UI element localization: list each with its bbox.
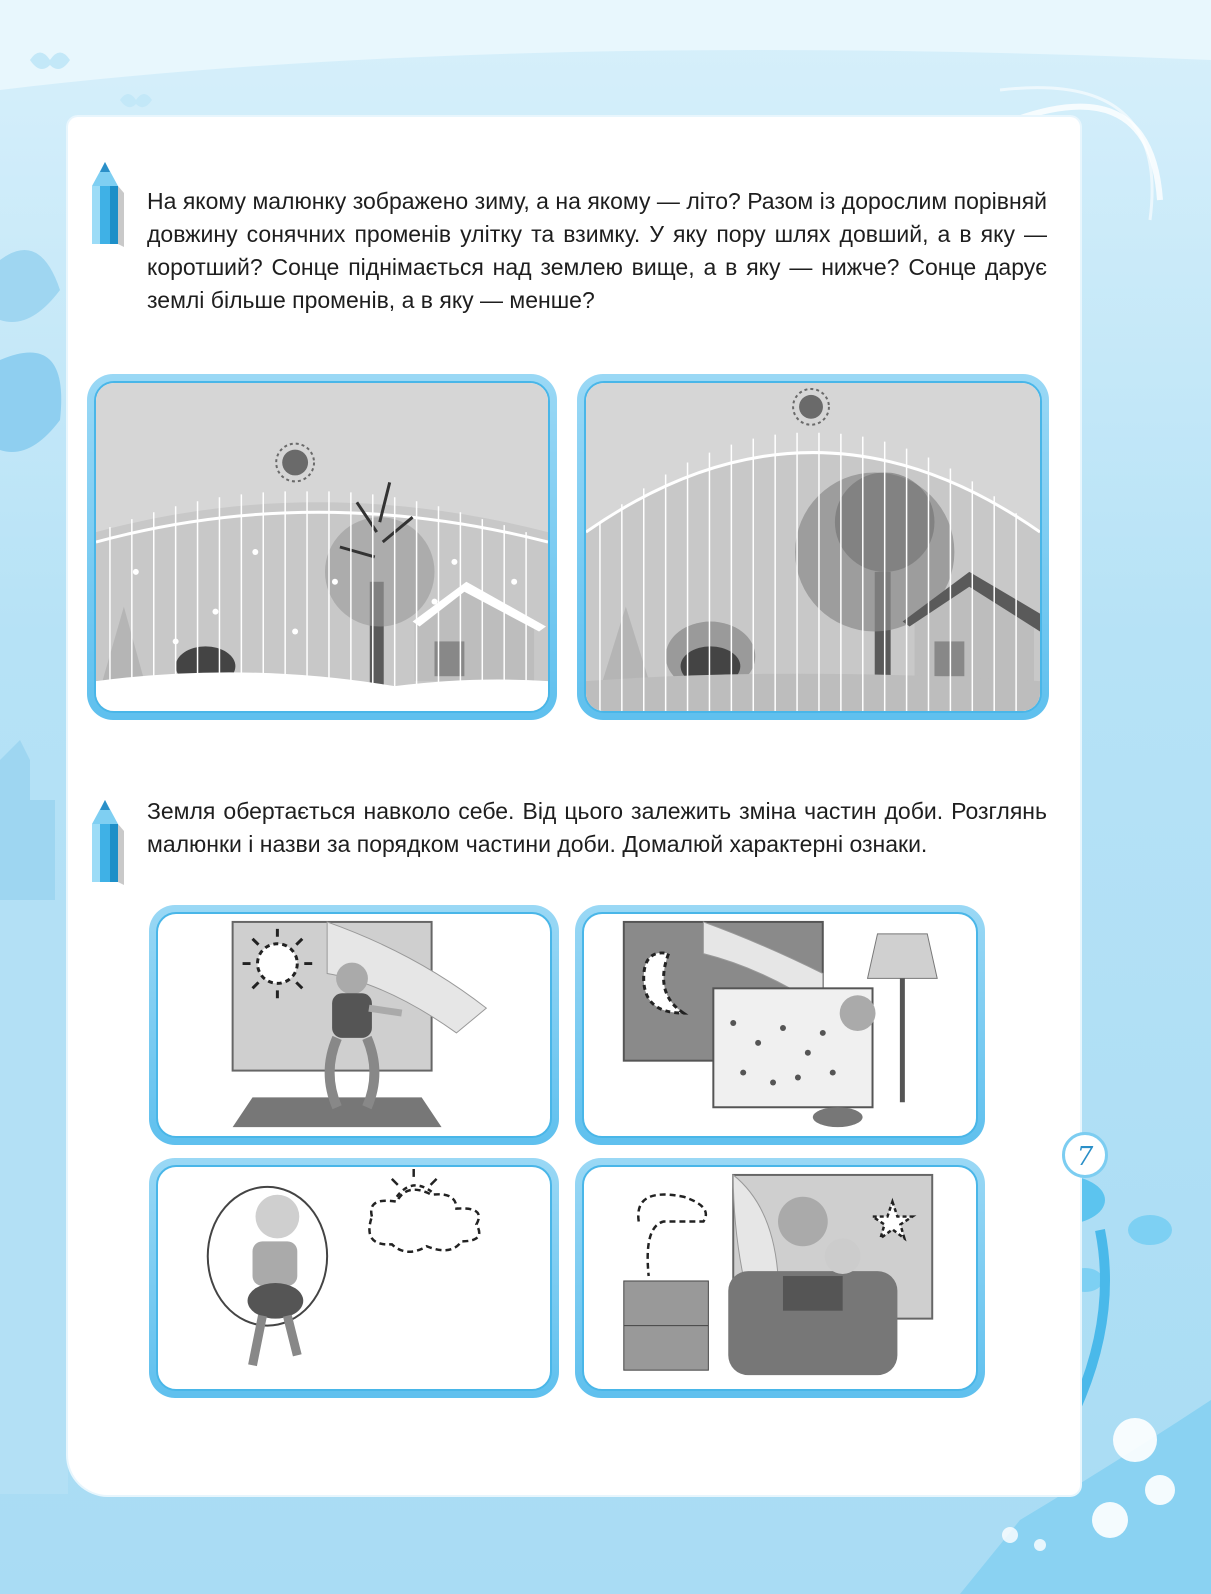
pencil-icon <box>86 798 124 888</box>
evening-picture-frame <box>575 1158 985 1398</box>
page-number: 7 <box>1062 1132 1108 1178</box>
night-picture-frame <box>575 905 985 1145</box>
summer-picture-frame <box>577 374 1049 720</box>
morning-illustration <box>158 914 550 1136</box>
day-illustration <box>158 1167 550 1389</box>
night-illustration <box>584 914 976 1136</box>
winter-illustration <box>96 383 548 711</box>
summer-illustration <box>586 383 1040 711</box>
day-picture-frame <box>149 1158 559 1398</box>
pencil-icon <box>86 160 124 250</box>
task2-text: Земля обертається навколо себе. Від цього залежить зміна частин доби. Розглянь малюнки і назви за порядком частини доби. Домалюй характерні ознаки. <box>147 798 1047 857</box>
winter-picture-frame <box>87 374 557 720</box>
morning-picture-frame <box>149 905 559 1145</box>
task1-text: На якому малюнку зображено зиму, а на якому — літо? Разом із дорослим порівняй довжину сонячних променів улітку та взимку. У яку пору шлях довший, а в яку — коротший? Сонце піднімається над землею вище, а в яку — нижче? Сонце дарує землі більше променів, а в яку — менше? <box>147 188 1047 313</box>
evening-illustration <box>584 1167 976 1389</box>
